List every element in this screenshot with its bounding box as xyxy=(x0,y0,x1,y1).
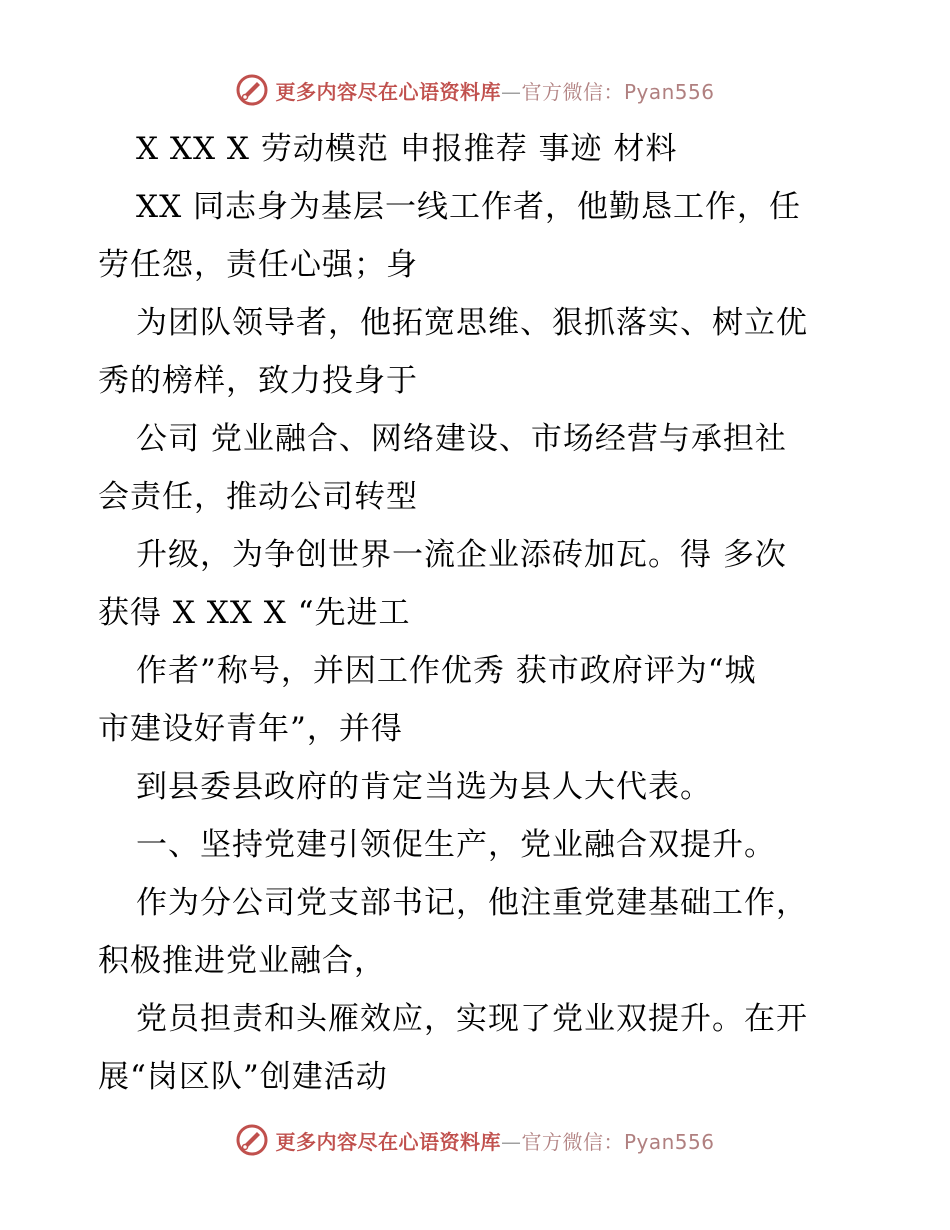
header-banner xyxy=(0,70,950,110)
text-line: XX 同志身为基层一线工作者，他勤恳工作，任 xyxy=(136,189,801,225)
text-line: 展“岗区队”创建活动 xyxy=(98,1059,388,1095)
text-line: 市建设好青年”，并得 xyxy=(98,711,403,747)
text-line: 到县委县政府的肯定当选为县人大代表。 xyxy=(136,769,712,805)
text-line: 获得 X XX X “先进工 xyxy=(98,595,411,631)
text-line: 作者”称号，并因工作优秀 获市政府评为“城 xyxy=(136,653,757,689)
brand-logo-icon xyxy=(235,1123,269,1157)
text-line: 积极推进党业融合， xyxy=(98,943,386,979)
footer-banner xyxy=(0,1120,950,1160)
text-line: 作为分公司党支部书记，他注重党建基础工作， xyxy=(136,885,808,921)
text-line: 升级，为争创世界一流企业添砖加瓦。得 多次 xyxy=(136,537,787,573)
text-line: 党员担责和头雁效应，实现了党业双提升。在开 xyxy=(136,1001,808,1037)
text-line: 会责任，推动公司转型 xyxy=(98,479,418,515)
text-line: 秀的榜样，致力投身于 xyxy=(98,363,418,399)
text-line: 一、坚持党建引领促生产，党业融合双提升。 xyxy=(136,827,776,863)
document-body xyxy=(98,120,858,1106)
text-line: X XX X 劳动模范 申报推荐 事迹 材料 xyxy=(136,131,678,167)
header-banner-text: 更多内容尽在心语资料库—官方微信：Pyan556 xyxy=(275,79,715,104)
text-line: 为团队领导者，他拓宽思维、狠抓落实、树立优 xyxy=(136,305,808,341)
footer-banner-text: 更多内容尽在心语资料库—官方微信：Pyan556 xyxy=(275,1129,715,1154)
brand-logo-icon xyxy=(235,73,269,107)
text-line: 劳任怨，责任心强；身 xyxy=(98,247,418,283)
text-line: 公司 党业融合、网络建设、市场经营与承担社 xyxy=(136,421,787,457)
